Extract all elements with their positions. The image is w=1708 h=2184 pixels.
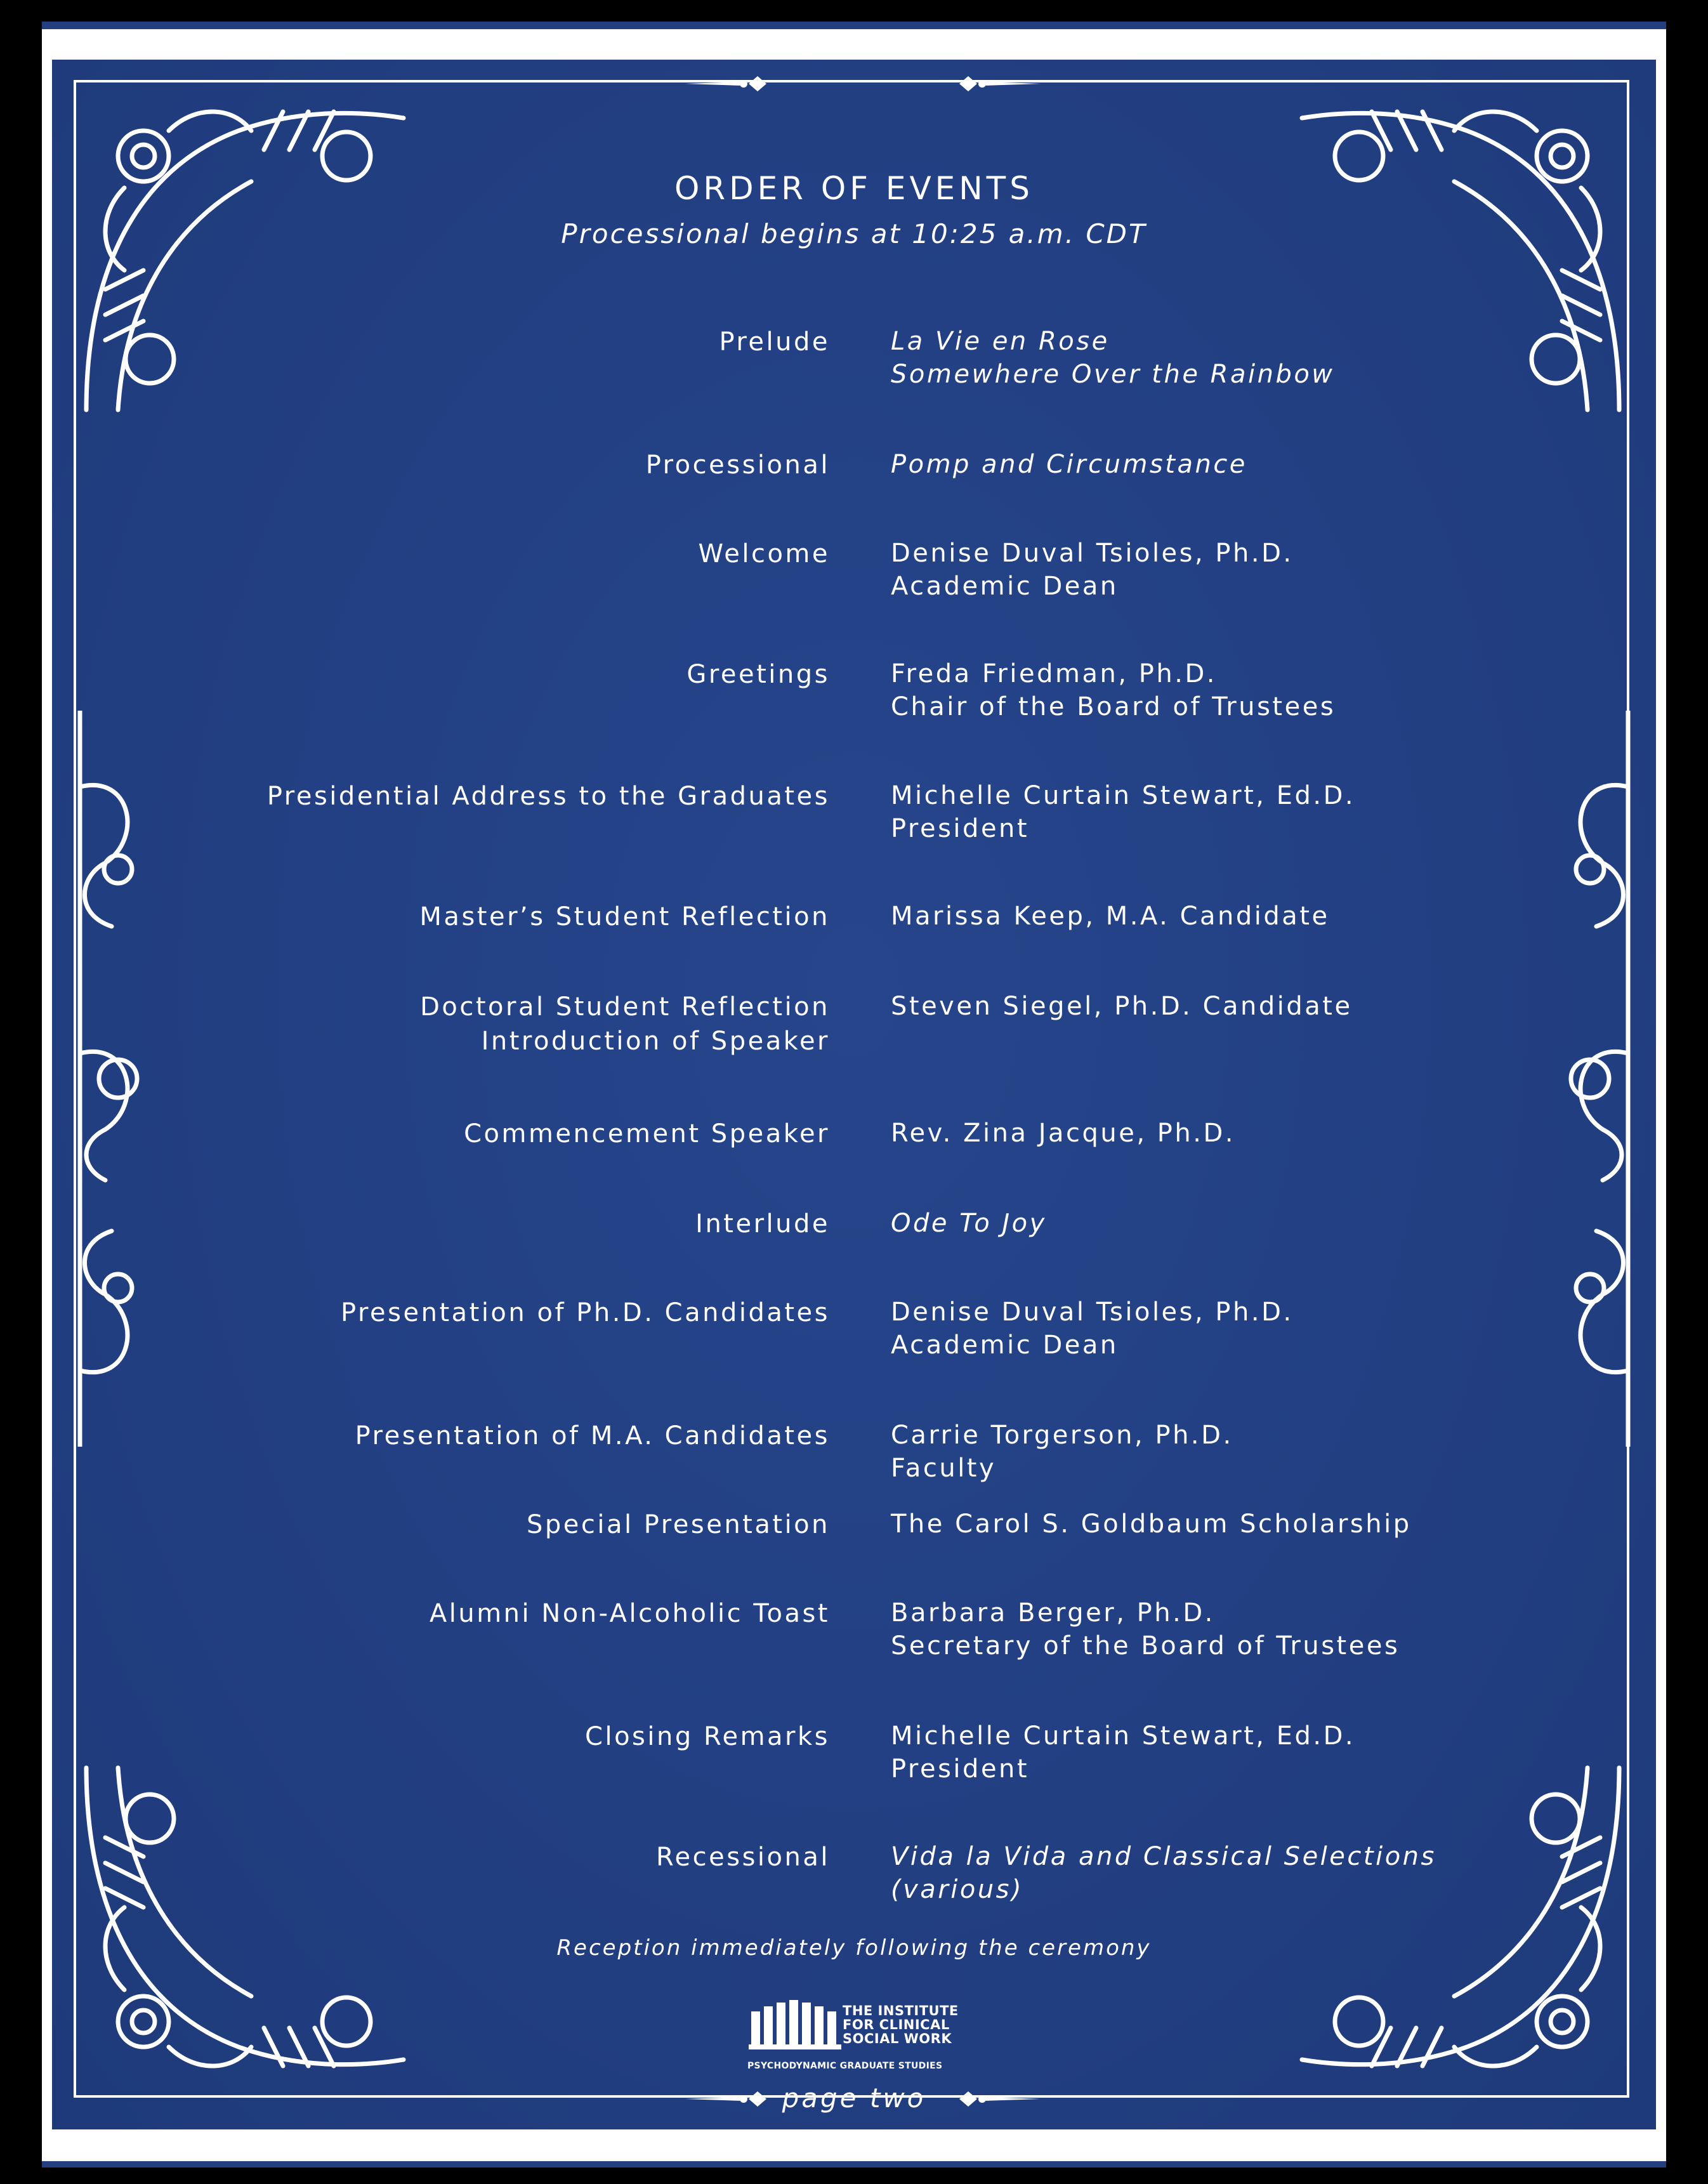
event-detail-line: Carrie Torgerson, Ph.D. (891, 1421, 1233, 1450)
event-detail-line: Faculty (891, 1454, 997, 1483)
event-label-line: Processional (645, 451, 830, 480)
event-detail-line: Marissa Keep, M.A. Candidate (891, 902, 1330, 931)
event-label (646, 448, 830, 482)
event-label-line: Introduction of Speaker (481, 1027, 830, 1056)
event-detail-line: Denise Duval Tsioles, Ph.D. (891, 539, 1294, 568)
event-label-line: Prelude (719, 327, 830, 357)
event-label (430, 1596, 830, 1631)
event-label (464, 1117, 830, 1151)
event-detail-line: Secretary of the Board of Trustees (891, 1631, 1400, 1661)
event-detail (891, 1207, 1047, 1240)
event-detail (891, 657, 1336, 723)
event-detail-line: President (891, 1754, 1030, 1784)
event-detail-line: Academic Dean (891, 1331, 1119, 1360)
event-label-line: Recessional (656, 1843, 830, 1872)
event-label-line: Commencement Speaker (464, 1119, 830, 1148)
event-detail (891, 1596, 1400, 1662)
event-detail-line: Barbara Berger, Ph.D. (891, 1598, 1215, 1628)
event-detail (891, 1296, 1294, 1362)
logo-subline: PSYCHODYNAMIC GRADUATE STUDIES (747, 2061, 943, 2071)
event-label-line: Presidential Address to the Graduates (266, 782, 830, 811)
event-detail-line: Steven Siegel, Ph.D. Candidate (891, 992, 1353, 1021)
event-label (695, 1207, 830, 1241)
logo-text (843, 2004, 959, 2046)
event-label (419, 900, 830, 934)
event-detail-line: Michelle Curtain Stewart, Ed.D. (891, 1721, 1356, 1751)
event-label (686, 657, 830, 692)
event-label-line: Closing Remarks (585, 1722, 830, 1751)
logo-line: THE INSTITUTE (843, 2003, 959, 2018)
event-detail-line: Somewhere Over the Rainbow (891, 360, 1335, 389)
logo-line: FOR CLINICAL (843, 2017, 950, 2032)
top-center-ornament-right (952, 71, 1041, 96)
event-detail-line: Chair of the Board of Trustees (891, 692, 1336, 721)
event-detail (891, 779, 1355, 845)
event-label-line: Presentation of Ph.D. Candidates (341, 1298, 830, 1327)
event-detail-line: La Vie en Rose (891, 327, 1110, 356)
event-label (585, 1720, 830, 1754)
event-label (341, 1296, 830, 1330)
side-ornament-left (55, 711, 156, 1447)
event-label (699, 537, 830, 571)
top-center-ornament-left (685, 71, 774, 96)
corner-ornament-top-left (74, 80, 416, 423)
event-label (527, 1508, 830, 1542)
corner-ornament-bottom-left (74, 1755, 416, 2098)
event-detail-line: Academic Dean (891, 572, 1119, 601)
event-detail-line: Vida la Vida and Classical Selections (891, 1842, 1436, 1871)
event-label-line: Presentation of M.A. Candidates (355, 1421, 830, 1451)
event-label (719, 325, 830, 359)
event-label-line: Master’s Student Reflection (419, 902, 830, 931)
event-label-line: Special Presentation (526, 1510, 830, 1539)
event-detail (891, 1840, 1436, 1906)
side-ornament-right (1552, 711, 1653, 1447)
corner-ornament-bottom-right (1289, 1755, 1632, 2098)
top-band (42, 22, 1666, 29)
event-label-line: Welcome (698, 539, 830, 569)
institute-logo (744, 2000, 966, 2076)
page-number: page two (782, 2082, 926, 2114)
event-detail-line: Freda Friedman, Ph.D. (891, 659, 1218, 688)
event-detail-line: President (891, 814, 1030, 843)
event-detail (891, 900, 1330, 933)
event-detail-line: The Carol S. Goldbaum Scholarship (891, 1510, 1412, 1539)
event-label (420, 990, 830, 1058)
event-detail-line: Ode To Joy (891, 1209, 1047, 1238)
book-logo-icon (747, 2000, 843, 2057)
event-detail (891, 1508, 1412, 1541)
event-detail-line: (various) (891, 1875, 1024, 1904)
event-label-line: Alumni Non-Alcoholic Toast (429, 1599, 830, 1628)
event-detail (891, 325, 1335, 391)
event-detail (891, 1117, 1235, 1150)
event-detail (891, 990, 1353, 1023)
event-detail-line: Rev. Zina Jacque, Ph.D. (891, 1119, 1235, 1148)
event-label (267, 779, 830, 813)
event-label (656, 1840, 830, 1874)
event-detail (891, 1419, 1233, 1485)
page-subtitle: Processional begins at 10:25 a.m. CDT (561, 218, 1147, 249)
event-detail (891, 537, 1294, 603)
event-label-line: Interlude (695, 1209, 830, 1239)
event-detail-line: Michelle Curtain Stewart, Ed.D. (891, 781, 1356, 810)
bottom-band (42, 2161, 1666, 2168)
event-label-line: Doctoral Student Reflection (420, 992, 830, 1022)
corner-ornament-top-right (1289, 80, 1632, 423)
event-detail-line: Denise Duval Tsioles, Ph.D. (891, 1298, 1294, 1327)
event-detail (891, 448, 1247, 481)
event-detail (891, 1720, 1355, 1786)
event-label (355, 1419, 830, 1453)
reception-note: Reception immediately following the ceremony (556, 1935, 1152, 1961)
logo-line: SOCIAL WORK (843, 2031, 952, 2046)
event-detail-line: Pomp and Circumstance (891, 450, 1247, 479)
event-label-line: Greetings (686, 660, 830, 689)
page-title: ORDER OF EVENTS (674, 170, 1034, 207)
